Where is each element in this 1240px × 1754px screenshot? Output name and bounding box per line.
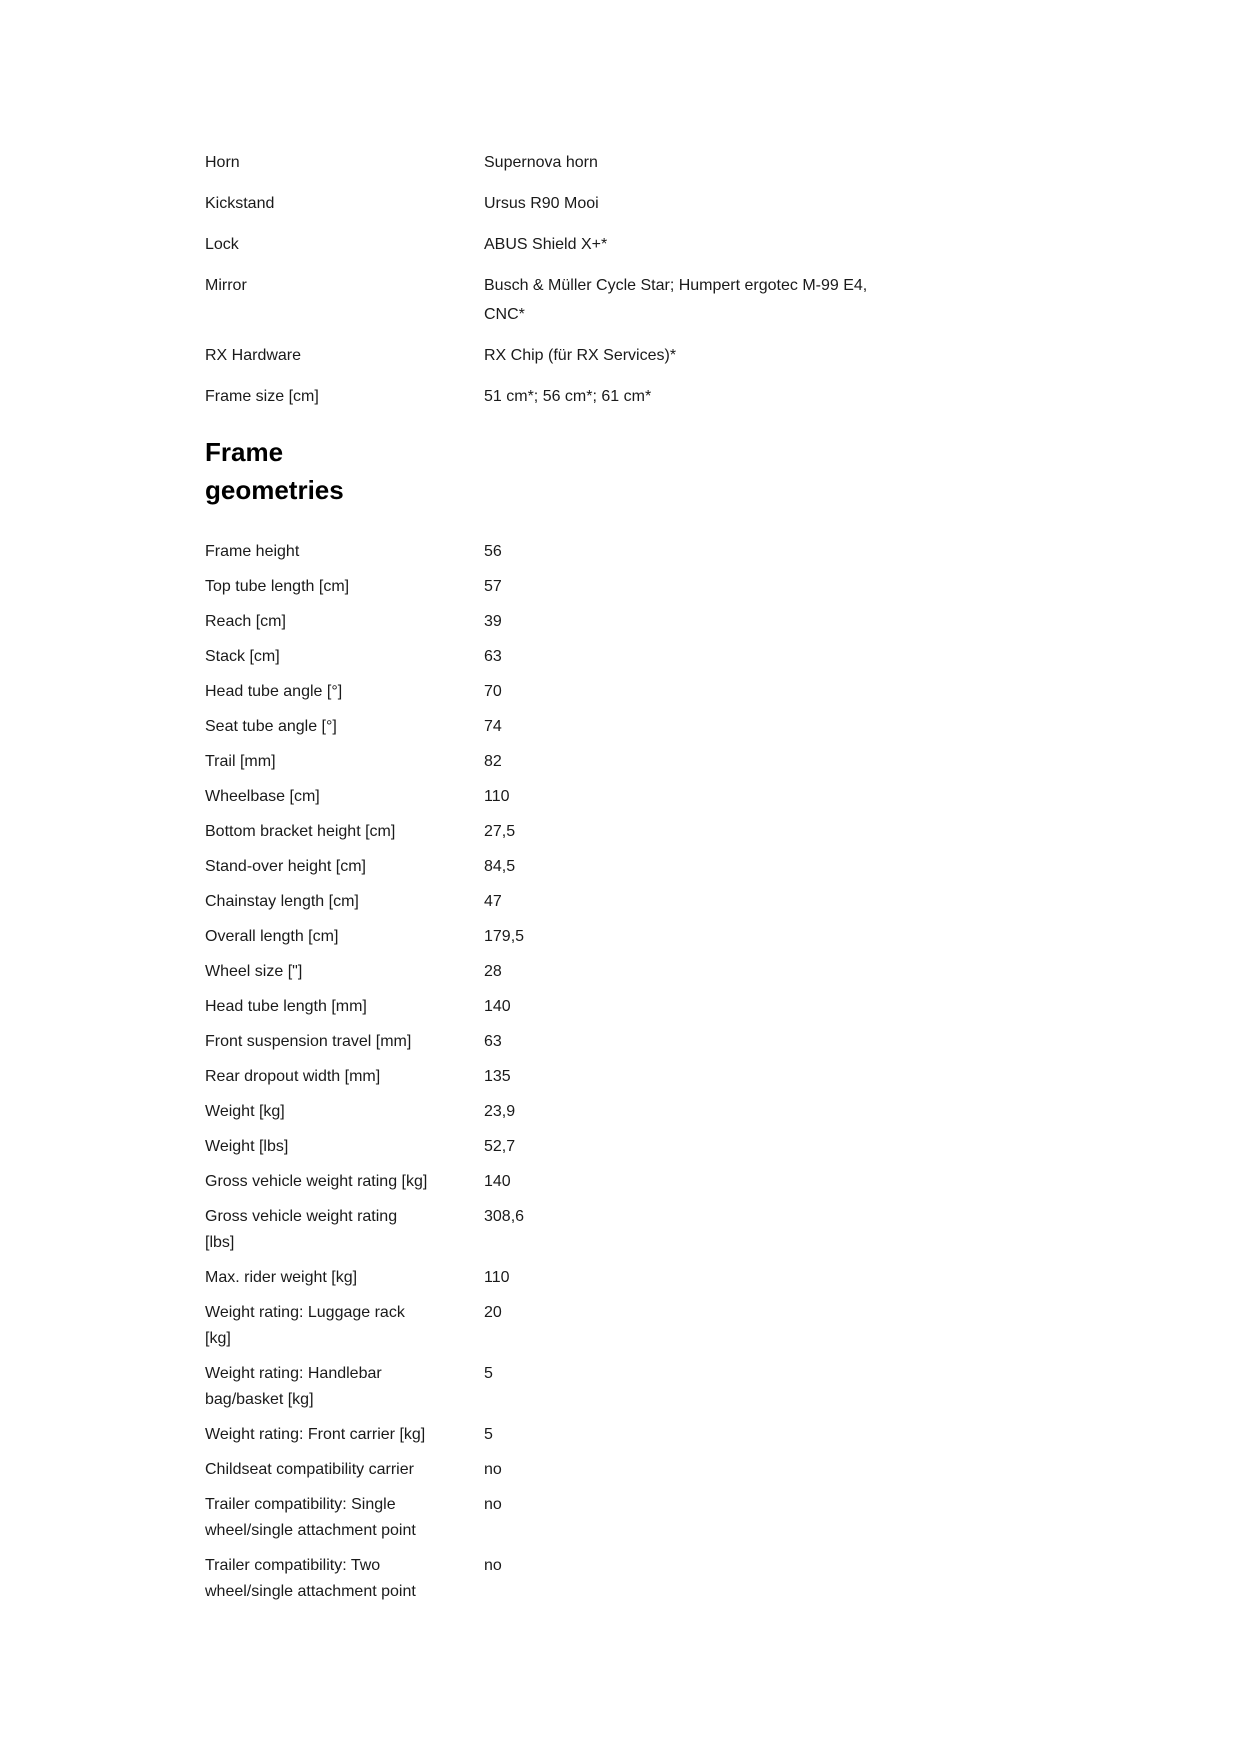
spec-label: Weight [lbs] (205, 1138, 289, 1155)
table-row (205, 714, 1180, 740)
section-heading-frame-geometries: Frame geometries (205, 437, 344, 505)
frame-geometries-table (205, 539, 1180, 1605)
spec-label: Trailer compatibility: Single wheel/single attachment point (205, 1496, 416, 1539)
spec-value: ABUS Shield X+* (484, 236, 608, 253)
table-row (205, 609, 1180, 635)
table-row (205, 341, 1180, 370)
spec-value: 28 (484, 963, 502, 980)
spec-value: 5 (484, 1365, 493, 1382)
spec-label: Rear dropout width [mm] (205, 1068, 381, 1085)
spec-value: no (484, 1557, 502, 1574)
table-row (205, 679, 1180, 705)
spec-value: 57 (484, 578, 502, 595)
table-row (205, 271, 1180, 329)
spec-value: Supernova horn (484, 154, 598, 171)
spec-value: 63 (484, 648, 502, 665)
spec-label: Mirror (205, 277, 247, 294)
spec-value: 20 (484, 1304, 502, 1321)
table-row (205, 1361, 1180, 1413)
spec-label: Frame height (205, 543, 300, 560)
table-row (205, 539, 1180, 565)
components-table (205, 148, 1180, 411)
table-row (205, 749, 1180, 775)
spec-value: 5 (484, 1426, 493, 1443)
table-row (205, 1134, 1180, 1160)
spec-value: 84,5 (484, 858, 516, 875)
spec-label: Gross vehicle weight rating [kg] (205, 1173, 428, 1190)
table-row (205, 1457, 1180, 1483)
spec-value: 70 (484, 683, 502, 700)
spec-label: Wheelbase [cm] (205, 788, 320, 805)
spec-label: Weight rating: Handlebar bag/basket [kg] (205, 1365, 382, 1408)
spec-label: Trail [mm] (205, 753, 276, 770)
spec-label: Head tube angle [°] (205, 683, 343, 700)
table-row (205, 994, 1180, 1020)
table-row (205, 189, 1180, 218)
spec-label: Max. rider weight [kg] (205, 1269, 358, 1286)
spec-label: Kickstand (205, 195, 275, 212)
table-row (205, 1204, 1180, 1256)
spec-label: Seat tube angle [°] (205, 718, 337, 735)
spec-label: Stand-over height [cm] (205, 858, 366, 875)
table-row (205, 784, 1180, 810)
table-row (205, 889, 1180, 915)
spec-label: Reach [cm] (205, 613, 286, 630)
spec-label: Chainstay length [cm] (205, 893, 359, 910)
spec-value: 140 (484, 998, 511, 1015)
table-row (205, 1265, 1180, 1291)
spec-value: RX Chip (für RX Services)* (484, 347, 677, 364)
spec-label: Bottom bracket height [cm] (205, 823, 396, 840)
table-row (205, 1553, 1180, 1605)
spec-label: Horn (205, 154, 240, 171)
spec-value: 56 (484, 543, 502, 560)
table-row (205, 574, 1180, 600)
spec-label: Head tube length [mm] (205, 998, 367, 1015)
spec-value: no (484, 1496, 502, 1513)
table-row (205, 1422, 1180, 1448)
table-row (205, 230, 1180, 259)
table-row (205, 819, 1180, 845)
spec-value: 179,5 (484, 928, 525, 945)
spec-label: Top tube length [cm] (205, 578, 350, 595)
spec-value: 51 cm*; 56 cm*; 61 cm* (484, 388, 652, 405)
table-row (205, 854, 1180, 880)
table-row (205, 1099, 1180, 1125)
spec-label: Weight rating: Luggage rack [kg] (205, 1304, 405, 1347)
spec-value: 27,5 (484, 823, 516, 840)
spec-label: Frame size [cm] (205, 388, 319, 405)
table-row (205, 148, 1180, 177)
table-row (205, 644, 1180, 670)
spec-label: Stack [cm] (205, 648, 280, 665)
spec-value: 308,6 (484, 1208, 525, 1225)
spec-label: Childseat compatibility carrier (205, 1461, 414, 1478)
spec-value: 135 (484, 1068, 511, 1085)
table-row (205, 1064, 1180, 1090)
spec-label: RX Hardware (205, 347, 302, 364)
spec-value: 63 (484, 1033, 502, 1050)
table-row (205, 382, 1180, 411)
spec-value: 23,9 (484, 1103, 516, 1120)
spec-value: 110 (484, 1269, 510, 1286)
table-row (205, 924, 1180, 950)
spec-value: 82 (484, 753, 502, 770)
spec-value: 39 (484, 613, 502, 630)
spec-label: Gross vehicle weight rating [lbs] (205, 1208, 398, 1251)
spec-label: Front suspension travel [mm] (205, 1033, 412, 1050)
spec-value: no (484, 1461, 502, 1478)
table-row (205, 1029, 1180, 1055)
table-row (205, 1300, 1180, 1352)
spec-label: Wheel size ["] (205, 963, 303, 980)
spec-label: Weight rating: Front carrier [kg] (205, 1426, 426, 1443)
spec-value: 74 (484, 718, 502, 735)
table-row (205, 1492, 1180, 1544)
spec-value: Ursus R90 Mooi (484, 195, 599, 212)
spec-label: Lock (205, 236, 239, 253)
spec-value: 47 (484, 893, 502, 910)
spec-value: 110 (484, 788, 510, 805)
spec-value: Busch & Müller Cycle Star; Humpert ergotec M-99 E4, CNC* (484, 277, 868, 323)
table-row (205, 959, 1180, 985)
spec-value: 52,7 (484, 1138, 516, 1155)
table-row (205, 1169, 1180, 1195)
spec-label: Trailer compatibility: Two wheel/single attachment point (205, 1557, 416, 1600)
spec-label: Weight [kg] (205, 1103, 285, 1120)
spec-value: 140 (484, 1173, 511, 1190)
spec-label: Overall length [cm] (205, 928, 339, 945)
